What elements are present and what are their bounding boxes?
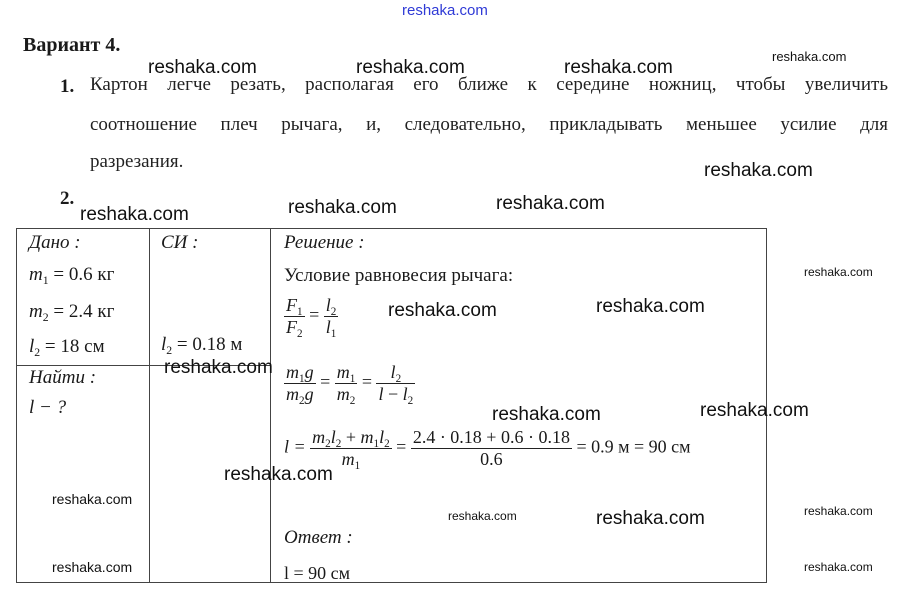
formula-final-calc: l = $\frac{m_2l_2 + m_1l_2}{m_1}$ = $\frac{2.4 \cdot 0.18 + 0.6 \cdot 0.18}{0.6}$ = 0.9 м = 90 см [284, 427, 691, 472]
find-value: l − ? [29, 397, 67, 418]
watermark: reshaka.com [704, 160, 813, 181]
problem1-line-2: соотношение плеч рычага, и, следовательно, прикладывать меньшее усилие для [90, 114, 888, 135]
watermark: reshaka.com [52, 559, 133, 575]
formula-mass-ratio: $\frac{m_1g}{m_2g}$ = $\frac{m_1}{m_2}$ = $\frac{l_2}{l - l_2}$ [286, 362, 414, 407]
watermark: reshaka.com [148, 57, 257, 78]
problem1-line-1: Картон легче резать, располагая его ближе к середине ножниц, чтобы увеличить [90, 74, 888, 95]
calc-denominator: 0.6 [411, 448, 572, 470]
watermark: reshaka.com [596, 296, 705, 317]
watermark: reshaka.com [52, 491, 133, 507]
table-divider-2 [270, 229, 271, 582]
si-l2: $l_2 = 0.18$ м [161, 334, 243, 358]
solution-header: Решение : [284, 232, 365, 253]
watermark: reshaka.com [356, 57, 465, 78]
given-m2: $m_2 = 2.4$ кг [29, 301, 115, 325]
given-m1: $m_1 = 0.6$ кг [29, 264, 115, 288]
watermark: reshaka.com [804, 265, 873, 279]
watermark: reshaka.com [772, 49, 847, 64]
problem1-line-3: разрезания. [90, 151, 184, 172]
given-header: Дано : [29, 232, 81, 253]
problem2-number: 2. [60, 188, 75, 209]
watermark: reshaka.com [388, 300, 497, 321]
watermark: reshaka.com [164, 357, 273, 378]
site-header[interactable]: reshaka.com [402, 2, 488, 19]
table-divider-1 [149, 229, 150, 582]
watermark: reshaka.com [804, 560, 873, 574]
equilibrium-label: Условие равновесия рычага: [284, 265, 514, 286]
problem1-number: 1. [60, 76, 75, 97]
given-l2: $l_2 = 18$ см [29, 336, 105, 360]
calc-result: = 0.9 м = 90 см [576, 436, 691, 457]
watermark: reshaka.com [448, 509, 517, 523]
variant-title: Вариант 4. [23, 34, 121, 56]
watermark: reshaka.com [564, 57, 673, 78]
watermark: reshaka.com [224, 464, 333, 485]
watermark: reshaka.com [496, 193, 605, 214]
answer-header: Ответ : [284, 527, 353, 548]
watermark: reshaka.com [700, 400, 809, 421]
calc-numerator: 2.4 · 0.18 + 0.6 · 0.18 [412, 427, 570, 447]
formula-force-ratio: $\frac{F_1}{F_2}$ = $\frac{l_2}{l_1}$ [286, 295, 337, 340]
answer-value: l = 90 см [284, 563, 351, 583]
watermark: reshaka.com [596, 508, 705, 529]
si-header: СИ : [161, 232, 199, 253]
watermark: reshaka.com [492, 404, 601, 425]
find-header: Найти : [29, 367, 97, 388]
watermark: reshaka.com [288, 197, 397, 218]
watermark: reshaka.com [804, 504, 873, 518]
watermark: reshaka.com [80, 204, 189, 225]
